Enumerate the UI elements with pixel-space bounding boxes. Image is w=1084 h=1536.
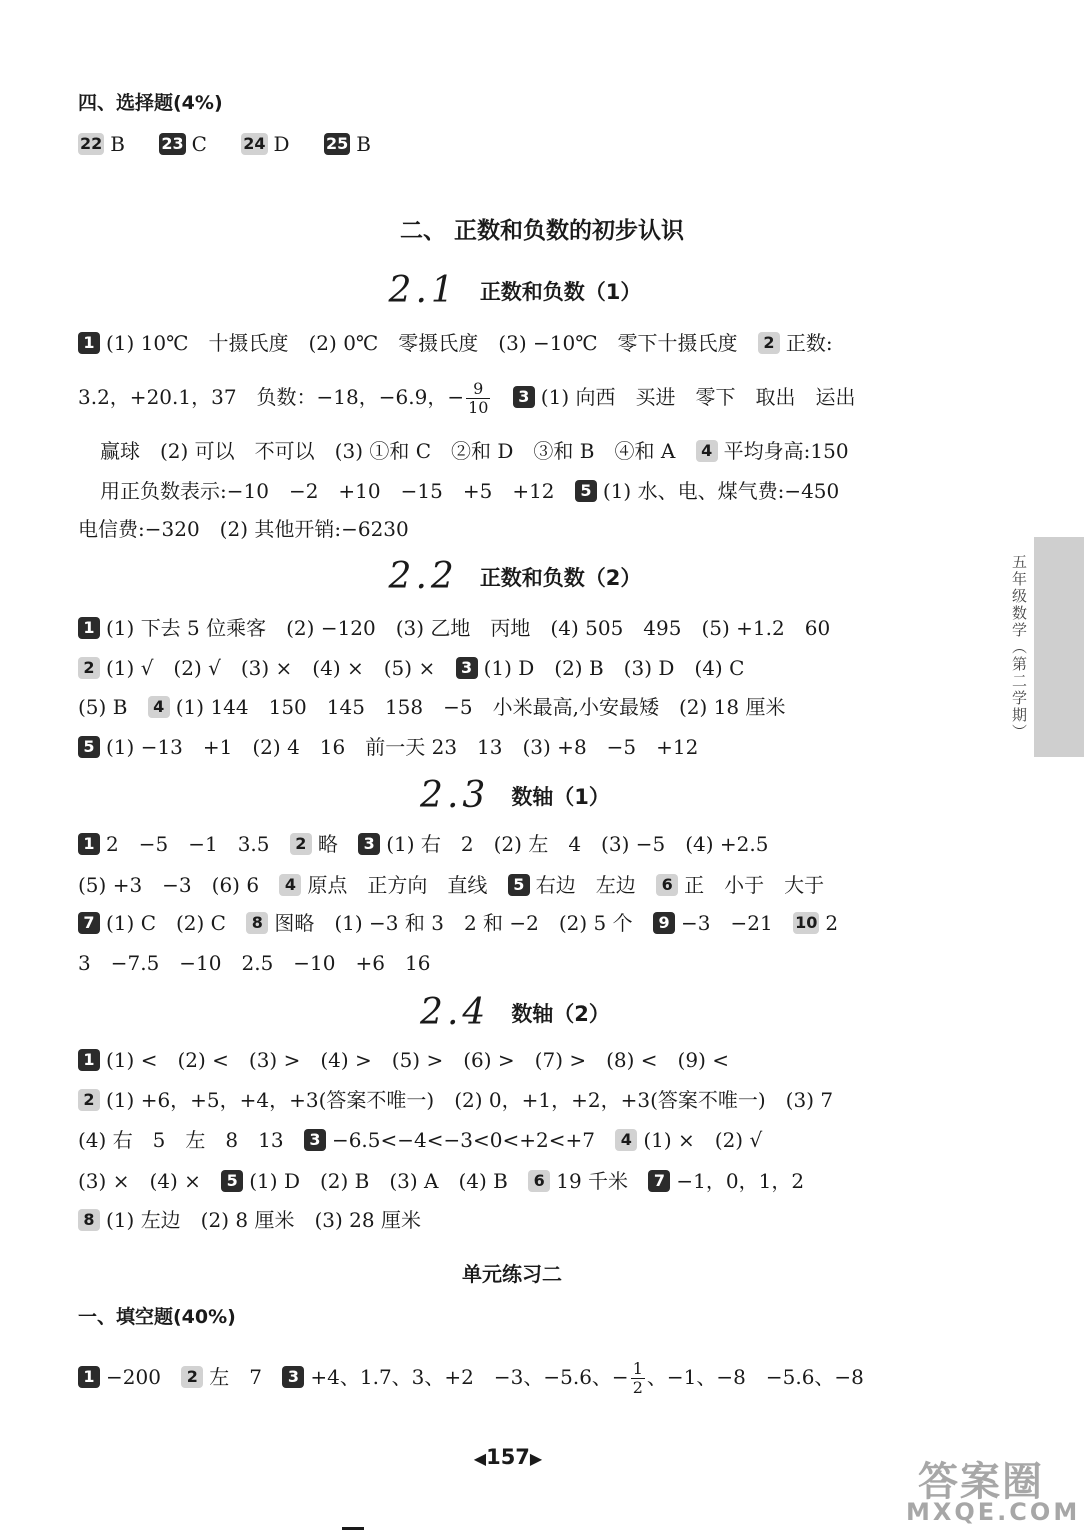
subsection-title: 正数和负数（2） <box>479 566 642 590</box>
subsection-number: 2.1 <box>388 270 458 311</box>
watermark-url: MXQE.COM <box>906 1498 1081 1526</box>
answer-line <box>78 380 855 417</box>
question-badge: 1 <box>78 332 100 354</box>
subsection-number: 2.3 <box>420 775 490 816</box>
answer-line <box>78 615 830 641</box>
answer-text: −200 <box>106 1365 161 1389</box>
answer-text: (5) B <box>78 695 128 719</box>
answer-line <box>78 655 744 681</box>
subsection-title: 数轴（1） <box>511 785 610 809</box>
answer-text: (1) C (2) C <box>106 911 226 935</box>
answer-text: 2 −5 −1 3.5 <box>106 832 270 856</box>
chapter-title: 二、 正数和负数的初步认识 <box>399 218 684 244</box>
subsection-2-1-header <box>0 270 1030 311</box>
answer-text: 正 小于 大于 <box>684 873 825 897</box>
answer-text: (1) 右 2 (2) 左 4 (3) −5 (4) +2.5 <box>386 832 769 856</box>
answer-text: (1) 水、电、煤气费:−450 <box>602 479 840 503</box>
answer-text: 电信费:−320 (2) 其他开销:−6230 <box>78 517 409 541</box>
subsection-2-3-header <box>0 775 1030 816</box>
section-heading-fill: 一、填空题(40%) <box>78 1306 236 1328</box>
question-badge: 1 <box>78 1366 100 1388</box>
question-badge: 23 <box>161 134 184 153</box>
answer-text: −3 −21 <box>681 911 773 935</box>
answer-text: 用正负数表示:−10 −2 +10 −15 +5 +12 <box>100 479 555 503</box>
question-badge: 2 <box>290 833 312 855</box>
answer-line <box>78 1087 833 1113</box>
answer-line <box>78 831 768 857</box>
subsection-number: 2.2 <box>388 556 458 597</box>
answer-text: B <box>110 132 125 156</box>
answer-text: B <box>356 132 371 156</box>
answer-text: (1) 144 150 145 158 −5 小米最高,小安最矮 (2) 18 厘米 <box>175 695 786 719</box>
answer-text: 3 −7.5 −10 2.5 −10 +6 16 <box>78 951 431 975</box>
subsection-number: 2.4 <box>420 992 490 1033</box>
question-badge: 3 <box>456 657 478 679</box>
answer-text: (1) 向西 买进 零下 取出 运出 <box>540 385 856 409</box>
subsection-2-4-header <box>0 992 1030 1033</box>
question-badge: 1 <box>78 1049 100 1071</box>
answer-text: (1) < (2) < (3) > (4) > (5) > (6) > (7) > (8) < (9) < <box>106 1048 730 1072</box>
question-badge: 8 <box>246 912 268 934</box>
fraction: $\frac{1}{2}$ <box>632 1359 643 1397</box>
unit-title: 单元练习二 <box>462 1262 562 1286</box>
answer-text: (1) +6，+5，+4，+3(答案不唯一) (2) 0，+1，+2，+3(答案不唯一) (3) 7 <box>106 1088 834 1112</box>
watermark-text: 答案圈 <box>918 1459 1044 1505</box>
question-badge: 25 <box>325 134 349 153</box>
question-badge: 5 <box>508 874 530 896</box>
question-badge: 9 <box>653 912 675 934</box>
answer-text: 3.2，+20.1，37 负数：−18，−6.9，− <box>78 385 465 409</box>
answer-line <box>100 438 849 464</box>
question-badge: 1 <box>78 617 100 639</box>
answer-text: 图略 (1) −3 和 3 2 和 −2 (2) 5 个 <box>274 911 633 935</box>
question-badge: 10 <box>795 913 818 932</box>
answer-text: (1) 10℃ 十摄氏度 (2) 0℃ 零摄氏度 (3) −10℃ 零下十摄氏度 <box>106 331 738 355</box>
answer-text: +4、1.7、3、+2 −3、−5.6、− <box>310 1365 629 1389</box>
answer-text: (3) × (4) × <box>78 1169 201 1193</box>
answer-text: (1) √ (2) √ (3) × (4) × (5) × <box>106 656 436 680</box>
question-badge: 3 <box>358 833 380 855</box>
answer-line <box>78 1168 804 1194</box>
subsection-title: 正数和负数（1） <box>479 280 642 304</box>
page-number-text: 157 <box>486 1445 530 1469</box>
answer-text: 2 <box>825 911 839 935</box>
question-badge: 2 <box>181 1366 203 1388</box>
watermark-logo <box>888 1450 1081 1530</box>
answer-line <box>78 1047 729 1073</box>
answer-text: (1) 下去 5 位乘客 (2) −120 (3) 乙地 丙地 (4) 505 495 (5) +1.2 60 <box>106 616 831 640</box>
answer-line <box>78 694 785 720</box>
side-tab-label: 五年级数学（第二学期） <box>1004 537 1034 757</box>
answer-line <box>100 478 839 504</box>
answer-text: (1) −13 +1 (2) 4 16 前一天 23 13 (3) +8 −5 +12 <box>106 735 699 759</box>
question-badge: 6 <box>656 874 678 896</box>
bottom-dash <box>342 1527 364 1530</box>
question-badge: 7 <box>78 912 100 934</box>
question-badge: 7 <box>648 1170 670 1192</box>
answer-text: 赢球 (2) 可以 不可以 (3) ①和 C ②和 D ③和 B ④和 A <box>100 439 676 463</box>
question-badge: 1 <box>78 833 100 855</box>
answer-line <box>78 516 409 542</box>
answer-text: 左 7 <box>209 1365 263 1389</box>
answer-text: (1) 左边 (2) 8 厘米 (3) 28 厘米 <box>106 1208 421 1232</box>
answer-text: (5) +3 −3 (6) 6 <box>78 873 260 897</box>
question-badge: 5 <box>78 736 100 758</box>
answer-text: (1) D (2) B (3) D (4) C <box>483 656 745 680</box>
answer-line <box>78 910 838 936</box>
right-arrow-icon: ▶ <box>529 1449 543 1468</box>
answer-text: (1) × (2) √ <box>643 1128 763 1152</box>
answer-line <box>78 330 833 356</box>
answer-text: −1，0，1，2 <box>676 1169 805 1193</box>
answer-line <box>78 950 430 976</box>
answer-text: 正数: <box>785 331 833 355</box>
answer-text: C <box>191 132 207 156</box>
question-badge: 2 <box>758 332 780 354</box>
answer-line <box>78 1127 762 1153</box>
answer-text: 原点 正方向 直线 <box>307 873 488 897</box>
question-badge: 2 <box>78 657 100 679</box>
question-badge: 8 <box>78 1209 100 1231</box>
answer-line <box>78 872 824 898</box>
question-badge: 22 <box>80 134 103 153</box>
answer-text: (4) 右 5 左 8 13 <box>78 1128 284 1152</box>
question-badge: 4 <box>615 1129 637 1151</box>
answer-line <box>78 734 698 760</box>
question-badge: 5 <box>575 480 597 502</box>
question-badge: 4 <box>148 696 170 718</box>
answer-text: 略 <box>317 832 338 856</box>
answer-line <box>78 1360 864 1397</box>
answer-text: 平均身高:150 <box>723 439 849 463</box>
question-badge: 3 <box>282 1366 304 1388</box>
question-badge: 5 <box>221 1170 243 1192</box>
choice-answers-row <box>78 131 371 157</box>
answer-text: D <box>273 132 290 156</box>
side-tab <box>1004 537 1084 757</box>
question-badge: 6 <box>528 1170 550 1192</box>
page-number <box>0 1445 1016 1469</box>
question-badge: 24 <box>243 134 266 153</box>
question-badge: 4 <box>696 440 718 462</box>
subsection-2-2-header <box>0 556 1030 597</box>
left-arrow-icon: ◀ <box>473 1449 487 1468</box>
question-badge: 3 <box>513 386 535 408</box>
section-heading-choice: 四、选择题(4%) <box>78 92 223 114</box>
question-badge: 4 <box>279 874 301 896</box>
question-badge: 2 <box>78 1089 100 1111</box>
answer-text: 右边 左边 <box>535 873 636 897</box>
answer-text: (1) D (2) B (3) A (4) B <box>249 1169 508 1193</box>
subsection-title: 数轴（2） <box>511 1002 610 1026</box>
fraction: $\frac{9}{10}$ <box>468 379 489 417</box>
answer-text: −6.5<−4<−3<0<+2<+7 <box>331 1128 595 1152</box>
answer-text: 19 千米 <box>556 1169 629 1193</box>
answer-line <box>78 1207 421 1233</box>
answer-text: 、−1、−8 −5.6、−8 <box>646 1365 864 1389</box>
question-badge: 3 <box>304 1129 326 1151</box>
